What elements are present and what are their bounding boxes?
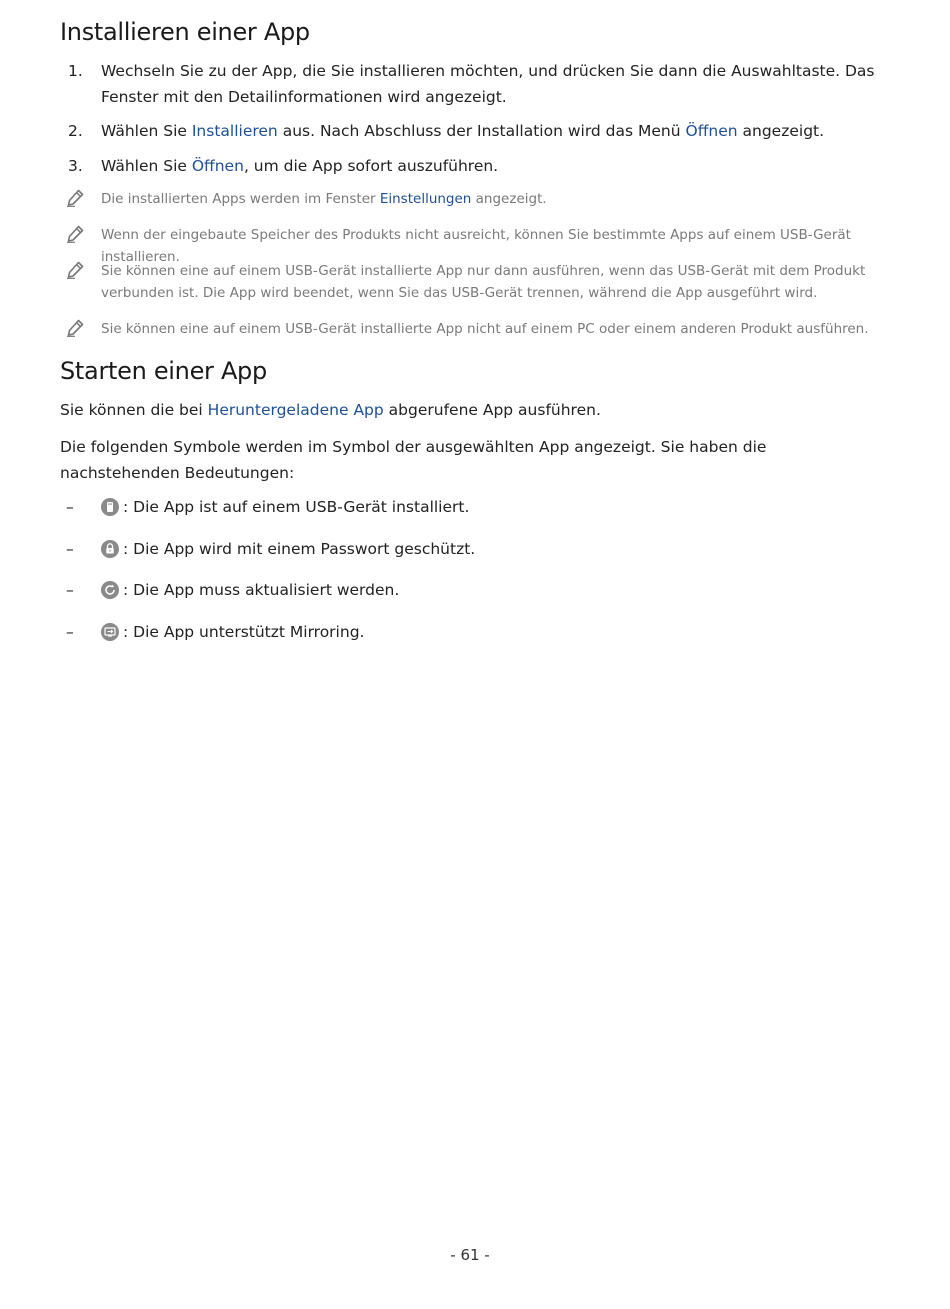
symbol-text: : Die App ist auf einem USB-Gerät installiert. [123, 498, 470, 516]
symbol-content [101, 494, 890, 520]
note-text: Sie können eine auf einem USB-Gerät installierte App nur dann ausführen, wenn das USB-Gerät mit dem Produkt verbunden ist. Die App wird beendet, wenn Sie das USB-Gerät trennen, während die App ausgeführt wird. [101, 263, 866, 301]
step-text-part: aus. Nach Abschluss der Installation wird das Menü [277, 122, 686, 140]
intro-text-part: Sie können die bei [60, 401, 208, 419]
symbol-item-usb [60, 494, 890, 520]
step-text-part: Wählen Sie [101, 122, 192, 140]
symbol-content [101, 619, 890, 645]
symbol-item-update [60, 577, 890, 603]
dash-bullet: – [66, 623, 74, 641]
step-text [101, 153, 890, 179]
pencil-icon [66, 225, 84, 243]
step-number: 2. [68, 122, 83, 140]
symbols-paragraph: Die folgenden Symbole werden im Symbol der ausgewählten App angezeigt. Sie haben die nachstehenden Bedeutungen: [60, 438, 767, 482]
dash-bullet: – [66, 498, 74, 516]
intro-text-part: abgerufene App ausführen. [383, 401, 601, 419]
pencil-icon [66, 261, 84, 279]
step-text-part: Wählen Sie [101, 157, 192, 175]
step-text-part: , um die App sofort auszuführen. [243, 157, 499, 175]
note-text-part: Die installierten Apps werden im Fenster [101, 191, 380, 207]
menu-link-installieren: Installieren [191, 122, 278, 140]
symbol-content [101, 536, 890, 562]
menu-link-heruntergeladene-app: Heruntergeladene App [207, 401, 384, 419]
section-title-start: Starten einer App [60, 357, 267, 385]
note-1 [60, 188, 890, 210]
step-1 [60, 58, 890, 110]
note-text: Sie können eine auf einem USB-Gerät installierte App nicht auf einem PC oder einem anderen Produkt ausführen. [101, 321, 869, 337]
symbol-content [101, 577, 890, 603]
note-4 [60, 318, 890, 340]
page-number: - 61 - [450, 1246, 490, 1264]
dash-bullet: – [66, 540, 74, 558]
symbol-item-lock [60, 536, 890, 562]
symbol-text: : Die App unterstützt Mirroring. [123, 623, 365, 641]
dash-bullet: – [66, 581, 74, 599]
usb-icon [101, 498, 119, 516]
symbol-text: : Die App muss aktualisiert werden. [123, 581, 400, 599]
note-3 [60, 260, 890, 304]
step-number: 1. [68, 62, 83, 80]
menu-link-oeffnen: Öffnen [685, 122, 738, 140]
mirroring-icon [101, 623, 119, 641]
pencil-icon [66, 319, 84, 337]
note-text: Wenn der eingebaute Speicher des Produkts nicht ausreicht, können Sie bestimmte Apps auf einem USB-Gerät installieren. [101, 227, 851, 265]
lock-icon [101, 540, 119, 558]
step-3 [60, 153, 890, 179]
menu-link-einstellungen: Einstellungen [379, 191, 472, 207]
note-text [101, 188, 890, 210]
step-number: 3. [68, 157, 83, 175]
symbol-item-mirroring [60, 619, 890, 645]
step-2 [60, 118, 890, 144]
step-text-part: angezeigt. [737, 122, 825, 140]
symbol-text: : Die App wird mit einem Passwort geschützt. [123, 540, 476, 558]
note-text-part: angezeigt. [471, 191, 547, 207]
pencil-icon [66, 189, 84, 207]
update-icon [101, 581, 119, 599]
step-text: Wechseln Sie zu der App, die Sie installieren möchten, und drücken Sie dann die Auswahltaste. Das Fenster mit den Detailinformationen wird angezeigt. [101, 62, 875, 106]
step-text [101, 118, 890, 144]
section-title-install: Installieren einer App [60, 18, 310, 46]
intro-paragraph [60, 397, 890, 423]
menu-link-oeffnen: Öffnen [191, 157, 244, 175]
